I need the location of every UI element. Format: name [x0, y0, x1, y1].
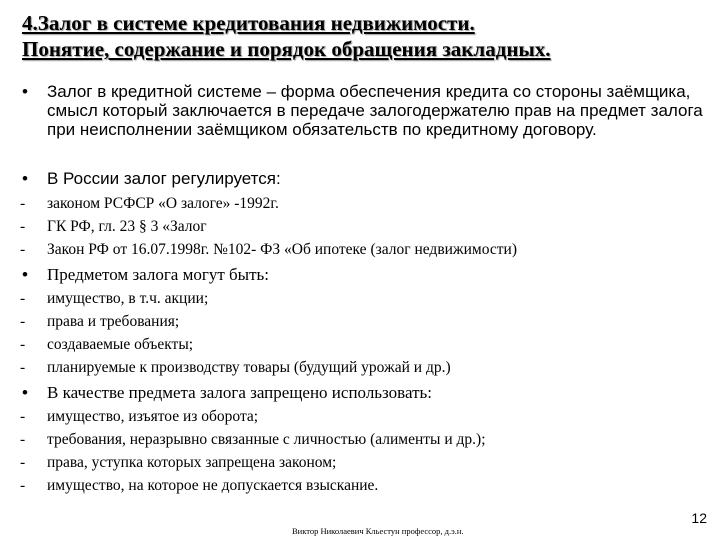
- bullet-marker: •: [22, 265, 28, 284]
- subject-item: [0, 335, 720, 358]
- forbidden-text: имущество, на которое не допускается взыскание.: [47, 477, 379, 494]
- slide-title: [22, 10, 702, 62]
- forbidden-item: [0, 407, 720, 430]
- forbidden-text: имущество, изъятое из оборота;: [47, 408, 259, 425]
- dash-marker: -: [20, 454, 26, 471]
- law-text: законом РСФСР «О залоге» -1992г.: [47, 195, 279, 212]
- bullet-forbidden-subjects: [0, 383, 720, 407]
- bullet-text: В качестве предмета залога запрещено использовать:: [47, 383, 432, 402]
- law-text: ГК РФ, гл. 23 § 3 «Залог: [47, 218, 207, 235]
- bullet-marker: •: [22, 383, 28, 402]
- bullet-pledge-definition: [0, 82, 720, 169]
- dash-marker: -: [20, 359, 26, 376]
- law-text: Закон РФ от 16.07.1998г. №102- ФЗ «Об ипотеке (залог недвижимости): [47, 241, 517, 258]
- dash-marker: -: [20, 336, 26, 353]
- bullet-marker: •: [22, 82, 28, 101]
- subject-text: имущество, в т.ч. акции;: [47, 290, 209, 307]
- bullet-text: Залог в кредитной системе – форма обеспечения кредита со стороны заёмщика, смысл который заключается в передаче залогодержателю прав на предмет залога при неисполнении заёмщиком обязательств по кредитному договору.: [47, 82, 703, 139]
- law-item: [0, 217, 720, 240]
- title-line-2: Понятие, содержание и порядок обращения закладных.: [22, 37, 551, 61]
- forbidden-item: [0, 453, 720, 476]
- law-item: [0, 240, 720, 263]
- dash-marker: -: [20, 218, 26, 235]
- bullet-pledge-subjects: [0, 265, 720, 289]
- forbidden-item: [0, 430, 720, 453]
- slide-content: [0, 82, 720, 499]
- law-item: [0, 194, 720, 217]
- bullet-text: В России залог регулируется:: [47, 169, 281, 188]
- page-number: 12: [691, 510, 707, 526]
- dash-marker: -: [20, 195, 26, 212]
- title-line-1: 4.Залог в системе кредитования недвижимости.: [22, 11, 475, 35]
- dash-marker: -: [20, 477, 26, 494]
- forbidden-item: [0, 476, 720, 499]
- dash-marker: -: [20, 431, 26, 448]
- subject-item: [0, 312, 720, 335]
- subject-text: права и требования;: [47, 313, 180, 330]
- bullet-marker: •: [22, 169, 28, 188]
- subject-text: планируемые к производству товары (будущий урожай и др.): [47, 359, 451, 376]
- dash-marker: -: [20, 290, 26, 307]
- subject-item: [0, 358, 720, 381]
- forbidden-text: права, уступка которых запрещена законом;: [47, 454, 337, 471]
- dash-marker: -: [20, 313, 26, 330]
- bullet-text: Предметом залога могут быть:: [47, 265, 269, 284]
- dash-marker: -: [20, 241, 26, 258]
- bullet-regulation: [0, 169, 720, 194]
- footer-author: Виктор Николаевич Кльестун профессор, д.э.н.: [292, 526, 464, 536]
- subject-text: создаваемые объекты;: [47, 336, 194, 353]
- subject-item: [0, 289, 720, 312]
- forbidden-text: требования, неразрывно связанные с личностью (алименты и др.);: [47, 431, 486, 448]
- dash-marker: -: [20, 408, 26, 425]
